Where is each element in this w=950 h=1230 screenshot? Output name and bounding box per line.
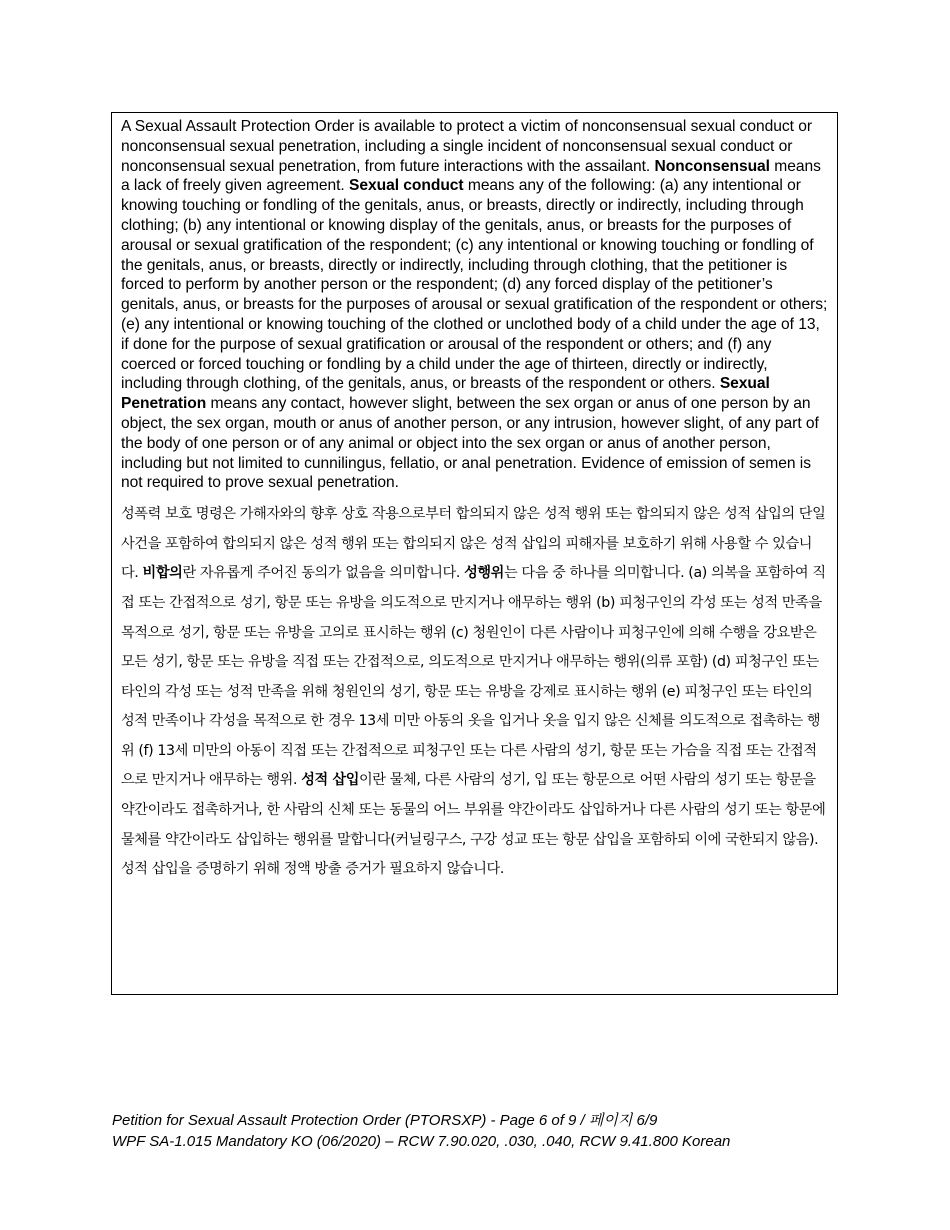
term-sexual-conduct-en: Sexual conduct (349, 177, 464, 195)
footer-form-title: Petition for Sexual Assault Protection Order (PTORSXP) - Page 6 of 9 / 페이지 6/9 (112, 1112, 658, 1129)
term-nonconsensual-ko: 비합의 (142, 565, 183, 582)
footer-form-number: WPF SA-1.015 Mandatory KO (06/2020) – RCW 7.90.020, .030, .040, RCW 9.41.800 Korean (112, 1132, 731, 1150)
english-intro: A Sexual Assault Protection Order is available to protect a victim of nonconsensual sexual conduct or nonconsensual sexual penetration, including a single incident of nonconsensual sexual conduct or nonconsensual sexual penetration, from future interactions with the assailant. (121, 118, 812, 175)
term-sexual-penetration-en: Sexual Penetration (121, 375, 770, 413)
definition-nonconsensual-ko: 란 자유롭게 주어진 동의가 없음을 의미합니다. (182, 565, 460, 582)
term-sexual-conduct-ko: 성행위 (464, 565, 504, 582)
term-nonconsensual-en: Nonconsensual (654, 157, 770, 175)
korean-intro: 성폭력 보호 명령은 가해자와의 향후 상호 작용으로부터 합의되지 않은 성적 행위 또는 합의되지 않은 성적 삽입의 단일 사건을 포함하여 합의되지 않은 성적 행위 또는 합의되지 않은 성적 삽입의 피해자를 보호하기 위해 사용할 수 있습니다. (121, 506, 826, 582)
page-footer (112, 1111, 912, 1152)
korean-definitions (121, 500, 828, 885)
definition-sexual-conduct-ko: 는 다음 중 하나를 의미합니다. (a) 의복을 포함하여 직접 또는 간접적으로 성기, 항문 또는 유방을 의도적으로 만지거나 애무하는 행위 (b) 피청구인의 각성 또는 성적 만족을 목적으로 성기, 항문 또는 유방을 고의로 표시하는 행위 (c) 청원인이 다른 사람이나 피청구인에 의해 수행을 강요받은 모든 성기, 항문 또는 유방을 직접 또는 간접적으로, 의도적으로 만지거나 애무하는 행위(의류 포함) (d) 피청구인 또는 타인의 각성 또는 성적 만족을 위해 청원인의 성기, 항문 또는 유방을 강제로 표시하는 행위 (e) 피청구인 또는 타인의 성적 만족이나 각성을 목적으로 한 경우 13세 미만 아동의 옷을 입거나 옷을 입지 않은 신체를 의도적으로 접촉하는 행위 (f) 13세 미만의 아동이 직접 또는 간접적으로 피청구인 또는 다른 사람의 성기, 항문 또는 가슴을 직접 또는 간접적으로 만지거나 애무하는 행위. (121, 565, 826, 789)
definition-nonconsensual-en: means a lack of freely given agreement. (121, 157, 821, 195)
definition-sexual-penetration-ko: 이란 물체, 다른 사람의 성기, 입 또는 항문으로 어떤 사람의 성기 또는 항문을 약간이라도 접촉하거나, 한 사람의 신체 또는 동물의 어느 부위를 약간이라도 삽입하거나 다른 사람의 성기 또는 항문에 물체를 약간이라도 삽입하는 행위를 말합니다(커닐링구스, 구강 성교 또는 항문 삽입을 포함하되 이에 국한되지 않음). 성적 삽입을 증명하기 위해 정액 방출 증거가 필요하지 않습니다. (121, 772, 826, 878)
definitions-box (111, 112, 838, 995)
definition-sexual-penetration-en: means any contact, however slight, between the sex organ or anus of one person by an object, the sex organ, mouth or anus of another person, or any intrusion, however slight, of any part of the body of one person or of any animal or object into the sex organ or anus of another person, including but not limited to cunnilingus, fellatio, or anal penetration. Evidence of emission of semen is not required to prove sexual penetration. (121, 395, 819, 492)
english-definitions (121, 117, 828, 493)
definition-sexual-conduct-en: means any of the following: (a) any intentional or knowing touching or fondling of the genitals, anus, or breasts, directly or indirectly, including through clothing; (b) any intentional or knowing display of the genitals, anus, or breasts for the purposes of arousal or sexual gratification of the respondent; (c) any intentional or knowing touching or fondling of the genitals, anus, or breasts, directly or indirectly, including through clothing, that the petitioner is forced to perform by another person or the respondent; (d) any forced display of the petitioner’s genitals, anus, or breasts for the purposes of arousal or sexual gratification of the respondent or others; (e) any intentional or knowing touching of the clothed or unclothed body of a child under the age of 13, if done for the purpose of sexual gratification or arousal of the respondent or others; and (f) any coerced or forced touching or fondling by a child under the age of thirteen, directly or indirectly, including through clothing, of the genitals, anus, or breasts of the respondent or others. (121, 177, 828, 393)
term-sexual-penetration-ko: 성적 삽입 (301, 772, 359, 789)
